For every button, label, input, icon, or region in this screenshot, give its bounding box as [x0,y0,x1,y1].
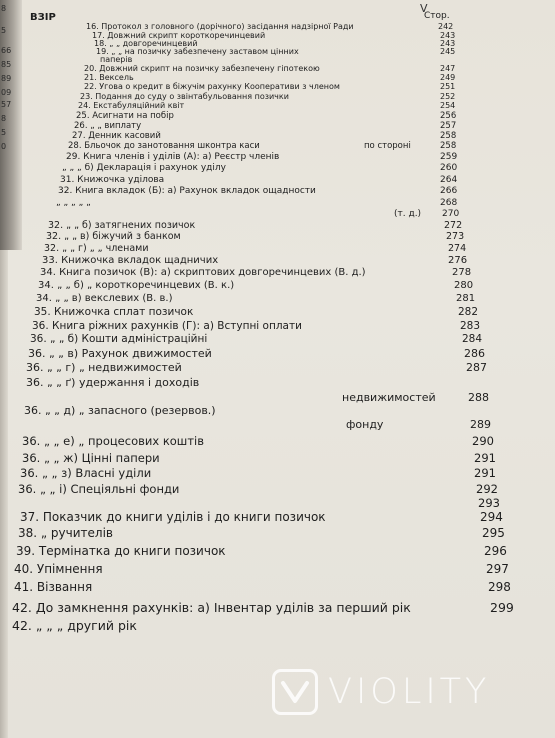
watermark [272,668,542,716]
toc-entry-page: 254 [440,101,456,110]
toc-entry-page: 247 [440,64,456,73]
toc-entry-title: 36. „ „ г) „ недвижимостей [26,361,182,374]
toc-entry-title: 39. Термінатка до книги позичок [16,544,226,558]
toc-entry-page: 259 [440,152,458,162]
toc-entry-page: 297 [486,562,509,576]
toc-entry-title: (т. д.) [394,209,422,219]
gutter-mark: 0 [1,142,7,151]
gutter-mark: 85 [1,60,12,69]
toc-entry-page: 266 [440,186,458,196]
toc-entry-title: 19. „ „ на позичку забезпечену заставом цінних [96,47,299,56]
toc-entry-page: 243 [440,31,456,40]
toc-entry-title: 36. Книга ріжних рахунків (Г): а) Вступні оплати [32,320,302,332]
toc-entry-title: 36. „ „ ґ) удержання і доходів [26,376,200,389]
gutter-mark: 8 [1,114,7,123]
toc-entry-page: 282 [458,306,479,318]
toc-entry-page: 283 [460,320,481,332]
toc-entry-page: 291 [474,466,496,480]
toc-entry-page: 298 [488,580,511,594]
gutter-mark: 5 [1,128,7,137]
toc-entry-page: 273 [446,231,465,242]
toc-entry-page: 270 [442,209,460,219]
gutter-mark: 66 [1,46,12,55]
toc-entry-title: 31. Книжочка уділова [60,175,165,185]
toc-entry-page: 296 [484,544,507,558]
toc-entry-title: 35. Книжочка сплат позичок [34,306,194,318]
toc-entry-page: 276 [448,255,468,266]
toc-entry-title: 36. „ „ б) Кошти адміністраційні [30,333,208,345]
toc-entry-page: 243 [440,39,456,48]
toc-entry-title: 32. „ „ г) „ „ членами [44,243,149,254]
toc-entry-title: 20. Довжний скрипт на позичку забезпечену гіпотекою [84,64,320,73]
toc-entry-page: 278 [452,267,472,278]
toc-entry-title: 32. „ „ б) затягнених позичок [48,220,196,231]
violity-logo-icon [272,669,318,715]
toc-entry-page: 258 [440,131,457,141]
toc-entry-page: 280 [454,280,474,291]
toc-entry-title: фонду [346,418,384,431]
page-column-heading: Стор. [424,11,450,21]
toc-entry-page: 268 [440,198,458,208]
toc-entry-title: 17. Довжний скрипт короткоречинцевий [92,31,266,40]
toc-entry-title: 32. Книга вкладок (Б): а) Рахунок вкладок ощадности [58,186,316,196]
toc-entry-title: 38. „ ручителів [18,526,113,540]
toc-entry-title: 36. „ „ з) Власні уділи [20,466,152,480]
toc-entry-title: 36. „ „ д) „ запасного (резервов.) [24,404,216,417]
toc-entry-title: 23. Подання до суду о звінтабульовання позички [80,92,289,101]
toc-entry-page: 274 [448,243,467,254]
toc-entry-title: 26. „ „ виплату [74,121,142,131]
toc-entry-page: 299 [490,600,514,615]
toc-entry-page: 284 [462,333,483,345]
gutter-mark: 8 [1,4,7,13]
toc-entry-page: 258 [440,141,457,151]
toc-entry-title: 37. Показчик до книги уділів і до книги позичок [20,510,326,524]
toc-entry-title: 36. „ „ і) Спеціяльні фонди [18,482,180,496]
toc-entry-page: 287 [466,361,487,374]
toc-entry-title: недвижимостей [342,391,436,404]
toc-entry-page: 252 [440,92,456,101]
toc-entry-page: 242 [438,22,454,31]
toc-entry-page: 295 [482,526,505,540]
toc-entry-page: 251 [440,82,456,91]
toc-entry-page: 294 [480,510,503,524]
toc-entry-page: 293 [478,496,500,510]
toc-entry-page: 290 [472,434,494,448]
toc-entry-page: 291 [474,451,496,465]
toc-entry-title: паперів [100,55,133,64]
gutter-mark: 89 [1,74,12,83]
toc-entry-title: 42. До замкнення рахунків: а) Інвентар уділів за перший рік [12,600,411,615]
toc-entry-title: 34. „ „ в) векслевих (В. в.) [36,293,173,304]
toc-entry-title: „ „ „ „ „ [56,198,91,208]
toc-entry-page: 260 [440,163,458,173]
toc-entry-page: 256 [440,111,457,121]
toc-entry-title: 33. Книжочка вкладок щадничих [42,255,219,266]
toc-entry-page: 286 [464,347,485,360]
page-number-roman: V [420,2,428,15]
toc-entry-title: 29. Книга членів і уділів (А): а) Реєстр членів [66,152,280,162]
toc-entry-title: 42. „ „ „ другий рік [12,618,137,633]
toc-entry-title: 34. Книга позичок (В): а) скриптових довгоречинцевих (В. д.) [40,267,366,278]
toc-entry-title: 18. „ „ довгоречинцевий [94,39,198,48]
toc-entry-page: 292 [476,482,498,496]
toc-entry-title: „ „ „ б) Декларація і рахунок уділу [62,163,226,173]
toc-entry-title: 40. Упімнення [14,562,103,576]
toc-entry-page: 249 [440,73,456,82]
section-heading: ВЗІР [30,12,56,23]
toc-entry-title: 34. „ „ б) „ короткоречинцевих (В. к.) [38,280,235,291]
toc-entry-page: 245 [440,47,456,56]
toc-entry-page: 272 [444,220,463,231]
toc-entry-title: 21. Вексель [84,73,134,82]
toc-entry-title: 22. Угова о кредит в біжучім рахунку Кооперативи з членом [84,82,340,91]
toc-entry-title: 24. Екстабуляційний квіт [78,101,185,110]
toc-entry-page: 264 [440,175,458,185]
toc-entry-title: 36. „ „ ж) Цінні папери [22,451,160,465]
watermark-text: VIOLITY [328,672,491,712]
toc-entry-title: 36. „ „ в) Рахунок движимостей [28,347,212,360]
toc-entry-title: 36. „ „ е) „ процесових коштів [22,434,205,448]
gutter-mark: 09 [1,88,12,97]
toc-entry-title: 27. Денник касовий [72,131,161,141]
toc-entry-page: 289 [470,418,491,431]
toc-entry-title: 25. Асигнати на побір [76,111,174,121]
gutter-mark: 5 [1,26,7,35]
toc-entry-page: 257 [440,121,457,131]
toc-entry-page: 281 [456,293,476,304]
gutter-mark: 57 [1,100,12,109]
toc-entry-title: 28. Бльочок до занотовання шконтра каси [68,141,260,151]
toc-entry-title: 32. „ „ в) біжучий з банком [46,231,181,242]
toc-entry-title: по стороні [364,141,411,151]
toc-entry-title: 16. Протокол з головного (дорічного) засідання надзірної Ради [86,22,354,31]
toc-entry-page: 288 [468,391,489,404]
toc-entry-title: 41. Візвання [14,580,93,594]
